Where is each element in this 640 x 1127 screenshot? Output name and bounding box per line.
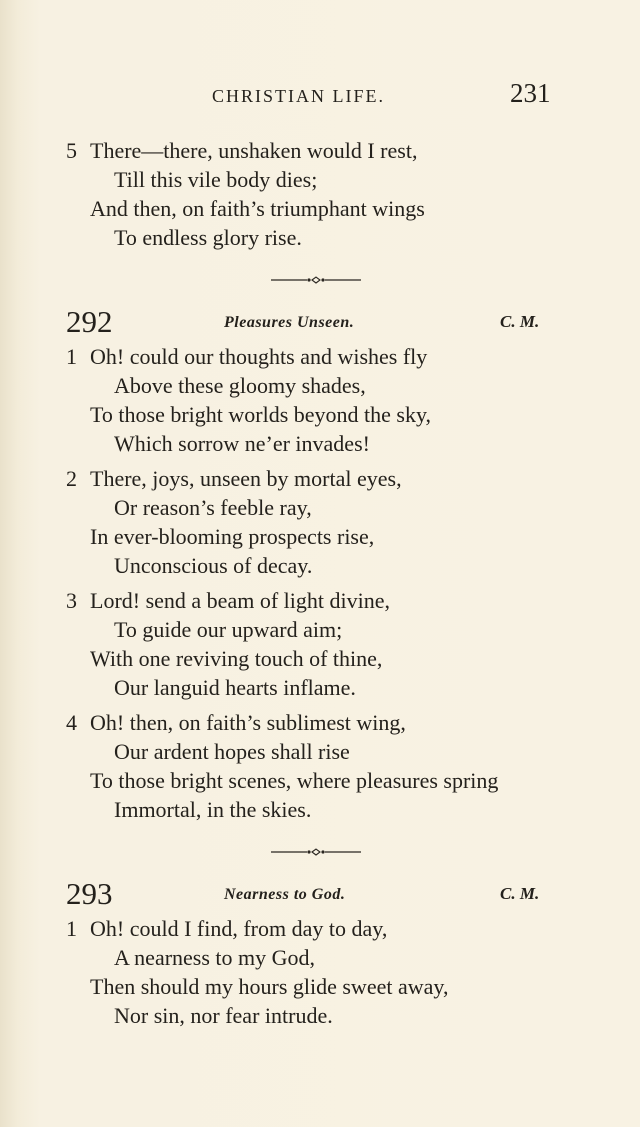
verse-line: Our ardent hopes shall rise bbox=[114, 739, 350, 764]
line-text: Lord! send a beam of light divine, bbox=[90, 588, 390, 613]
line-text: There, joys, unseen by mortal eyes, bbox=[90, 466, 402, 491]
line-text: Oh! could our thoughts and wishes fly bbox=[90, 344, 428, 369]
stanza-number: 1 bbox=[66, 344, 77, 369]
section-divider-ornament bbox=[66, 258, 566, 302]
verse-line: Above these gloomy shades, bbox=[114, 373, 366, 398]
hymn-meter: C. M. bbox=[500, 312, 540, 331]
stanza-number: 4 bbox=[66, 710, 77, 735]
verse-line: And then, on faith’s triumphant wings bbox=[90, 196, 425, 221]
line-text: Oh! then, on faith’s sublimest wing, bbox=[90, 710, 406, 735]
hymn-number: 293 bbox=[66, 876, 113, 911]
page-number: 231 bbox=[510, 78, 551, 108]
line-text: Oh! could I find, from day to day, bbox=[90, 916, 388, 941]
verse-line: Immortal, in the skies. bbox=[114, 797, 312, 822]
stanza-number: 3 bbox=[66, 588, 77, 613]
verse-line: Then should my hours glide sweet away, bbox=[90, 974, 449, 999]
verse-line: Our languid hearts inflame. bbox=[114, 675, 356, 700]
stanza bbox=[66, 342, 566, 458]
line-text: There—there, unshaken would I rest, bbox=[90, 138, 418, 163]
verse-line bbox=[66, 586, 566, 615]
verse-line: Which sorrow ne’er invades! bbox=[114, 431, 370, 456]
stanza bbox=[66, 708, 566, 824]
hymn-292-heading bbox=[66, 302, 566, 342]
verse-line: In ever-blooming prospects rise, bbox=[90, 524, 375, 549]
verse-line: Unconscious of decay. bbox=[114, 553, 313, 578]
verse-line: To those bright scenes, where pleasures spring bbox=[90, 768, 499, 793]
verse-line: To those bright worlds beyond the sky, bbox=[90, 402, 432, 427]
page-header bbox=[0, 78, 640, 114]
stanza bbox=[66, 464, 566, 580]
running-title: CHRISTIAN LIFE. bbox=[212, 86, 385, 106]
stanza-5-continued bbox=[66, 136, 566, 252]
verse-line: With one reviving touch of thine, bbox=[90, 646, 383, 671]
section-divider-ornament bbox=[66, 830, 566, 874]
verse-line: Nor sin, nor fear intrude. bbox=[114, 1003, 333, 1028]
stanza bbox=[66, 586, 566, 702]
verse-line: Or reason’s feeble ray, bbox=[114, 495, 312, 520]
hymn-meter: C. M. bbox=[500, 884, 540, 903]
verse-line bbox=[66, 464, 566, 493]
hymn-number: 292 bbox=[66, 304, 113, 339]
verse-line bbox=[66, 914, 566, 943]
page-content bbox=[66, 136, 566, 1036]
verse-line bbox=[66, 708, 566, 737]
stanza-number: 2 bbox=[66, 466, 77, 491]
diamond-rule-icon bbox=[271, 847, 361, 857]
hymn-293-heading bbox=[66, 874, 566, 914]
verse-line: To guide our upward aim; bbox=[114, 617, 343, 642]
stanza-number: 1 bbox=[66, 916, 77, 941]
stanza bbox=[66, 914, 566, 1030]
hymn-title: Pleasures Unseen. bbox=[224, 314, 355, 331]
stanza-number: 5 bbox=[66, 138, 77, 163]
verse-line bbox=[66, 136, 566, 165]
verse-line: A nearness to my God, bbox=[114, 945, 316, 970]
diamond-rule-icon bbox=[271, 275, 361, 285]
verse-line bbox=[66, 342, 566, 371]
verse-line: To endless glory rise. bbox=[114, 225, 302, 250]
hymn-title: Nearness to God. bbox=[224, 886, 346, 903]
verse-line: Till this vile body dies; bbox=[114, 167, 318, 192]
